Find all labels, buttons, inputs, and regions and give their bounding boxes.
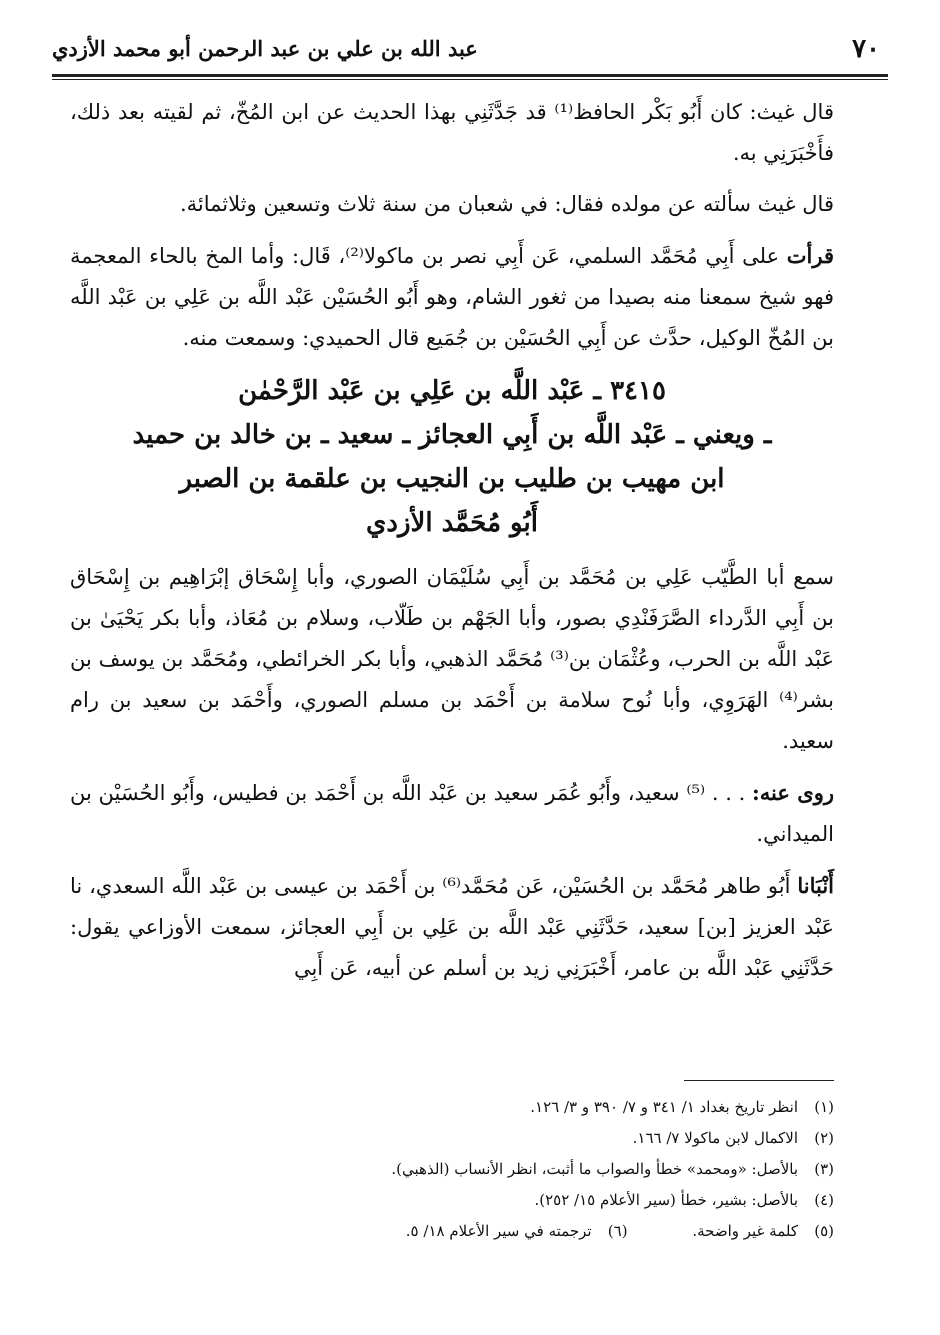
heading-line: أَبُو مُحَمَّد الأزدي xyxy=(366,508,538,538)
footnote-text: انظر تاريخ بغداد ١/ ٣٤١ و ٧/ ٣٩٠ و ٣/ ١٢٦. xyxy=(530,1098,798,1116)
footnote xyxy=(70,1123,834,1154)
entry-heading xyxy=(70,369,834,545)
paragraph xyxy=(70,865,834,989)
paragraph-text: على أَبِي مُحَمَّد السلمي، عَن أَبِي نصر بن ماكولا⁽²⁾، قَال: وأما المخ بالحاء المعجمة فهو شيخ سمعنا منه بصيدا من ثغور الشام، وهو أَبُو الحُسَيْن عَبْد اللَّه بن عَلِي بن عَبْد اللَّه بن المُخّ الوكيل، حدَّث عن أَبِي الحُسَيْن بن جُمَيع قال الحميدي: وسمعت منه. xyxy=(70,244,834,350)
paragraph: سمع أبا الطَّيّب عَلِي بن مُحَمَّد بن أَبِي سُلَيْمَان الصوري، وأبا إِسْحَاق إبْرَاهِيم بن إِسْحَاق بن أَبِي الدَّرداء الصَّرَفَنْدِي بصور، وأبا الجَهْم بن طَلّاب، وسلام بن مُعَاذ، وأبا بكر يَحْيَىٰ بن عَبْد اللَّه بن الحرب، وعُثْمَان بن⁽³⁾ مُحَمَّد الذهبي، وأبا بكر الخرائطي، ومُحَمَّد بن يوسف بن بشر⁽⁴⁾ الهَرَوِي، وأبا نُوح سلامة بن أَحْمَد بن مسلم الصوري، وأَحْمَد بن سعيد بن رام سعيد. xyxy=(70,565,834,753)
running-title: عبد الله بن علي بن عبد الرحمن أبو محمد الأزدي xyxy=(52,36,478,61)
page-header xyxy=(52,28,888,76)
footnote-text: الاكمال لابن ماكولا ٧/ ١٦٦. xyxy=(632,1129,798,1147)
footnotes xyxy=(70,1092,834,1247)
heading-line: ابن مهيب بن طليب بن النجيب بن علقمة بن الصبر xyxy=(179,464,725,494)
main-text xyxy=(70,92,834,999)
footnote-text: كلمة غير واضحة. xyxy=(692,1222,798,1240)
heading-line: ـ ويعني ـ عَبْد اللَّه بن أَبِي العجائز ـ سعيد ـ بن خالد بن حميد xyxy=(132,420,772,450)
footnote xyxy=(70,1092,834,1123)
footnote-number: (٢) xyxy=(814,1129,834,1147)
footnote-text: بالأصل: «ومحمد» خطأ والصواب ما أثبت، انظر الأنساب (الذهبي). xyxy=(391,1160,798,1178)
footnote-number: (٥) xyxy=(814,1222,834,1240)
heading-line: ٣٤١٥ ـ عَبْد اللَّه بن عَلِي بن عَبْد الرَّحْمٰن xyxy=(238,376,666,406)
footnote-rule xyxy=(684,1080,834,1081)
paragraph-lead: قرأت xyxy=(786,243,834,268)
paragraph-text: أَبُو طاهر مُحَمَّد بن الحُسَيْن، عَن مُحَمَّد⁽⁶⁾ بن أَحْمَد بن عيسى بن عَبْد اللَّه السعدي، نا عَبْد العزيز [بن] سعيد، حَدَّثَنِي عَبْد اللَّه بن عَلِي بن أَبِي العجائز، سمعت الأوزاعي يقول: حَدَّثَنِي عَبْد اللَّه بن عامر، أَخْبَرَنِي زيد بن أسلم عن أبيه، عَن أَبِي xyxy=(70,874,834,980)
footnote-number: (٤) xyxy=(814,1191,834,1209)
paragraph-text: . . . ⁽⁵⁾ سعيد، وأَبُو عُمَر سعيد بن عَبْد اللَّه بن أَحْمَد بن فطيس، وأَبُو الحُسَيْن بن الميداني. xyxy=(70,781,834,846)
header-rule-thin xyxy=(52,79,888,80)
footnote-number: (٣) xyxy=(814,1160,834,1178)
page-number: ٧٠ xyxy=(852,34,880,64)
footnote-number: (١) xyxy=(814,1098,834,1116)
footnote-second xyxy=(406,1222,628,1240)
paragraph-lead: أَنْبَانا xyxy=(797,873,835,898)
footnote-text: ترجمته في سير الأعلام ١٨/ ٥. xyxy=(405,1222,592,1240)
footnote-text: بالأصل: بشير، خطأ (سير الأعلام ١٥/ ٢٥٢). xyxy=(534,1191,798,1209)
paragraph xyxy=(70,772,834,855)
footnote xyxy=(70,1185,834,1216)
paragraph: قال غيث سألته عن مولده فقال: في شعبان من سنة ثلاث وتسعين وثلاثمائة. xyxy=(179,192,834,216)
paragraph-lead: روى عنه: xyxy=(752,780,834,805)
footnote-pair xyxy=(70,1216,834,1247)
header-rule xyxy=(52,74,888,77)
footnote xyxy=(70,1154,834,1185)
paragraph: قال غيث: كان أَبُو بَكْر الحافظ⁽¹⁾ قد جَدَّثَنِي بهذا الحديث عن ابن المُخّ، ثم لقيته بعد ذلك، فأَخْبَرَنِي به. xyxy=(70,100,834,165)
footnote-number: (٦) xyxy=(607,1222,628,1240)
paragraph xyxy=(70,235,834,359)
